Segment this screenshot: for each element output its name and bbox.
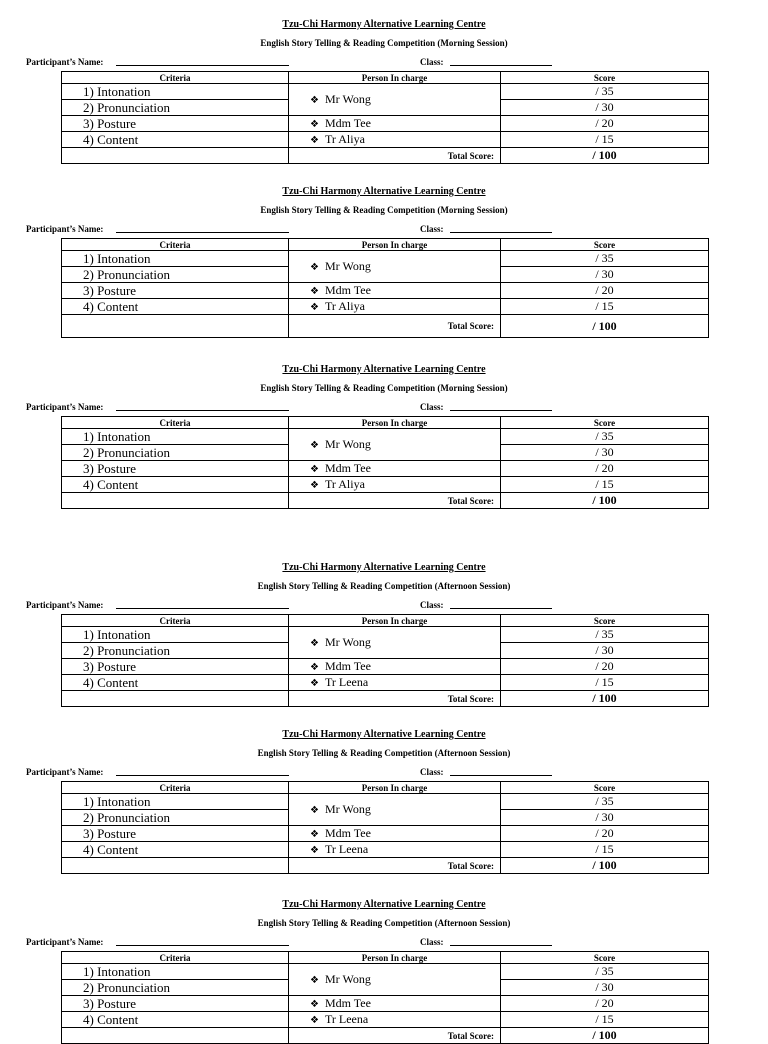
person-header: Person In charge xyxy=(289,782,501,794)
diamond-bullet-icon: ❖ xyxy=(310,135,319,146)
criteria-cell: 3) Posture xyxy=(62,283,289,299)
criteria-cell: 4) Content xyxy=(62,132,289,148)
table-row xyxy=(62,964,709,980)
table-row xyxy=(62,659,709,675)
person-cell xyxy=(289,826,501,842)
table-header-row xyxy=(62,72,709,84)
person-name: Mdm Tee xyxy=(325,116,371,130)
criteria-header: Criteria xyxy=(62,615,289,627)
criteria-cell: 1) Intonation xyxy=(62,794,289,810)
score-header: Score xyxy=(501,782,709,794)
class-field[interactable] xyxy=(450,65,552,66)
participant-name-label: Participant’s Name: xyxy=(26,224,104,234)
table-header-row xyxy=(62,239,709,251)
participant-name-label: Participant’s Name: xyxy=(26,767,104,777)
diamond-bullet-icon: ❖ xyxy=(310,464,319,475)
person-name: Tr Leena xyxy=(325,842,369,856)
person-cell xyxy=(289,299,501,315)
diamond-bullet-icon: ❖ xyxy=(310,119,319,130)
class-label: Class: xyxy=(420,767,444,777)
score-cell[interactable]: / 15 xyxy=(501,675,709,691)
person-name: Mr Wong xyxy=(325,635,371,649)
person-name: Mdm Tee xyxy=(325,461,371,475)
score-cell[interactable]: / 30 xyxy=(501,100,709,116)
table-header-row xyxy=(62,417,709,429)
table-row xyxy=(62,429,709,445)
table-row xyxy=(62,1012,709,1028)
person-cell xyxy=(289,627,501,659)
criteria-cell: 3) Posture xyxy=(62,116,289,132)
participant-name-field[interactable] xyxy=(116,608,289,609)
competition-subtitle: English Story Telling & Reading Competition (Afternoon Session) xyxy=(257,918,511,928)
person-name: Mr Wong xyxy=(325,437,371,451)
table-row xyxy=(62,283,709,299)
score-cell[interactable]: / 30 xyxy=(501,267,709,283)
total-row xyxy=(62,858,709,874)
person-name: Tr Leena xyxy=(325,1012,369,1026)
total-row xyxy=(62,691,709,707)
score-header: Score xyxy=(501,72,709,84)
person-cell xyxy=(289,842,501,858)
score-table xyxy=(61,614,709,707)
person-name: Mr Wong xyxy=(325,92,371,106)
table-row xyxy=(62,477,709,493)
criteria-cell: 4) Content xyxy=(62,842,289,858)
participant-name-field[interactable] xyxy=(116,232,289,233)
score-cell[interactable]: / 35 xyxy=(501,964,709,980)
total-score-label: Total Score: xyxy=(289,1028,501,1044)
criteria-header: Criteria xyxy=(62,239,289,251)
criteria-cell: 2) Pronunciation xyxy=(62,267,289,283)
criteria-cell: 2) Pronunciation xyxy=(62,643,289,659)
criteria-cell: 4) Content xyxy=(62,299,289,315)
person-name: Tr Aliya xyxy=(325,477,365,491)
score-cell[interactable]: / 20 xyxy=(501,659,709,675)
diamond-bullet-icon: ❖ xyxy=(310,480,319,491)
table-header-row xyxy=(62,782,709,794)
score-cell[interactable]: / 30 xyxy=(501,980,709,996)
score-cell[interactable]: / 20 xyxy=(501,826,709,842)
total-score-label: Total Score: xyxy=(289,858,501,874)
competition-subtitle: English Story Telling & Reading Competition (Morning Session) xyxy=(260,38,508,48)
total-spacer xyxy=(62,691,289,707)
person-cell xyxy=(289,964,501,996)
total-row xyxy=(62,493,709,509)
table-row xyxy=(62,461,709,477)
diamond-bullet-icon: ❖ xyxy=(310,286,319,297)
table-header-row xyxy=(62,952,709,964)
diamond-bullet-icon: ❖ xyxy=(310,440,319,451)
score-cell[interactable]: / 30 xyxy=(501,810,709,826)
score-cell[interactable]: / 15 xyxy=(501,132,709,148)
person-cell xyxy=(289,116,501,132)
criteria-cell: 1) Intonation xyxy=(62,251,289,267)
total-score-label: Total Score: xyxy=(289,493,501,509)
person-cell xyxy=(289,283,501,299)
table-row xyxy=(62,675,709,691)
criteria-cell: 1) Intonation xyxy=(62,429,289,445)
diamond-bullet-icon: ❖ xyxy=(310,262,319,273)
score-cell[interactable]: / 15 xyxy=(501,842,709,858)
class-field[interactable] xyxy=(450,410,552,411)
person-cell xyxy=(289,794,501,826)
total-score-value[interactable]: / 100 xyxy=(501,858,709,874)
person-name: Mdm Tee xyxy=(325,826,371,840)
person-name: Mr Wong xyxy=(325,802,371,816)
person-name: Mdm Tee xyxy=(325,996,371,1010)
table-row xyxy=(62,826,709,842)
criteria-cell: 4) Content xyxy=(62,1012,289,1028)
criteria-cell: 2) Pronunciation xyxy=(62,980,289,996)
person-cell xyxy=(289,251,501,283)
criteria-header: Criteria xyxy=(62,72,289,84)
centre-title: Tzu-Chi Harmony Alternative Learning Centre xyxy=(282,19,486,30)
score-cell[interactable]: / 30 xyxy=(501,643,709,659)
criteria-cell: 3) Posture xyxy=(62,659,289,675)
score-header: Score xyxy=(501,239,709,251)
total-row xyxy=(62,1028,709,1044)
diamond-bullet-icon: ❖ xyxy=(310,662,319,673)
diamond-bullet-icon: ❖ xyxy=(310,845,319,856)
centre-title: Tzu-Chi Harmony Alternative Learning Centre xyxy=(282,729,486,740)
criteria-header: Criteria xyxy=(62,782,289,794)
class-field[interactable] xyxy=(450,608,552,609)
criteria-cell: 1) Intonation xyxy=(62,627,289,643)
score-cell[interactable]: / 35 xyxy=(501,84,709,100)
person-header: Person In charge xyxy=(289,72,501,84)
person-cell xyxy=(289,477,501,493)
total-spacer xyxy=(62,858,289,874)
score-cell[interactable]: / 15 xyxy=(501,1012,709,1028)
person-cell xyxy=(289,996,501,1012)
score-table xyxy=(61,238,709,338)
score-cell[interactable]: / 30 xyxy=(501,445,709,461)
class-label: Class: xyxy=(420,402,444,412)
table-row xyxy=(62,299,709,315)
table-row xyxy=(62,794,709,810)
table-row xyxy=(62,132,709,148)
participant-name-field[interactable] xyxy=(116,775,289,776)
score-table xyxy=(61,781,709,874)
total-spacer xyxy=(62,1028,289,1044)
total-score-value[interactable]: / 100 xyxy=(501,148,709,164)
person-header: Person In charge xyxy=(289,417,501,429)
class-field[interactable] xyxy=(450,775,552,776)
participant-name-field[interactable] xyxy=(116,65,289,66)
criteria-cell: 2) Pronunciation xyxy=(62,100,289,116)
criteria-cell: 1) Intonation xyxy=(62,964,289,980)
person-name: Mdm Tee xyxy=(325,283,371,297)
score-cell[interactable]: / 20 xyxy=(501,116,709,132)
table-row xyxy=(62,116,709,132)
participant-name-field[interactable] xyxy=(116,410,289,411)
person-cell xyxy=(289,659,501,675)
table-row xyxy=(62,842,709,858)
class-label: Class: xyxy=(420,57,444,67)
table-header-row xyxy=(62,615,709,627)
person-cell xyxy=(289,461,501,477)
person-name: Mr Wong xyxy=(325,972,371,986)
criteria-cell: 2) Pronunciation xyxy=(62,810,289,826)
diamond-bullet-icon: ❖ xyxy=(310,95,319,106)
score-table xyxy=(61,951,709,1044)
participant-name-label: Participant’s Name: xyxy=(26,57,104,67)
centre-title: Tzu-Chi Harmony Alternative Learning Centre xyxy=(282,364,486,375)
competition-subtitle: English Story Telling & Reading Competition (Morning Session) xyxy=(260,205,508,215)
criteria-header: Criteria xyxy=(62,952,289,964)
criteria-cell: 3) Posture xyxy=(62,996,289,1012)
person-cell xyxy=(289,84,501,116)
score-cell[interactable]: / 15 xyxy=(501,477,709,493)
score-table xyxy=(61,71,709,164)
person-name: Mr Wong xyxy=(325,259,371,273)
diamond-bullet-icon: ❖ xyxy=(310,1015,319,1026)
competition-subtitle: English Story Telling & Reading Competition (Afternoon Session) xyxy=(257,581,511,591)
participant-name-field[interactable] xyxy=(116,945,289,946)
person-cell xyxy=(289,132,501,148)
total-score-value[interactable]: / 100 xyxy=(501,1028,709,1044)
person-header: Person In charge xyxy=(289,615,501,627)
table-row xyxy=(62,627,709,643)
criteria-cell: 4) Content xyxy=(62,477,289,493)
class-label: Class: xyxy=(420,224,444,234)
centre-title: Tzu-Chi Harmony Alternative Learning Centre xyxy=(282,562,486,573)
score-cell[interactable]: / 15 xyxy=(501,299,709,315)
diamond-bullet-icon: ❖ xyxy=(310,999,319,1010)
person-cell xyxy=(289,429,501,461)
score-cell[interactable]: / 35 xyxy=(501,429,709,445)
diamond-bullet-icon: ❖ xyxy=(310,975,319,986)
class-label: Class: xyxy=(420,937,444,947)
person-name: Tr Aliya xyxy=(325,299,365,313)
score-header: Score xyxy=(501,952,709,964)
score-cell[interactable]: / 35 xyxy=(501,251,709,267)
score-table xyxy=(61,416,709,509)
criteria-cell: 2) Pronunciation xyxy=(62,445,289,461)
total-score-value[interactable]: / 100 xyxy=(501,691,709,707)
criteria-cell: 1) Intonation xyxy=(62,84,289,100)
participant-name-label: Participant’s Name: xyxy=(26,402,104,412)
table-row xyxy=(62,251,709,267)
participant-name-label: Participant’s Name: xyxy=(26,937,104,947)
diamond-bullet-icon: ❖ xyxy=(310,302,319,313)
total-spacer xyxy=(62,493,289,509)
score-cell[interactable]: / 20 xyxy=(501,996,709,1012)
competition-subtitle: English Story Telling & Reading Competition (Morning Session) xyxy=(260,383,508,393)
diamond-bullet-icon: ❖ xyxy=(310,638,319,649)
score-cell[interactable]: / 35 xyxy=(501,627,709,643)
person-name: Tr Aliya xyxy=(325,132,365,146)
criteria-header: Criteria xyxy=(62,417,289,429)
class-field[interactable] xyxy=(450,945,552,946)
total-row xyxy=(62,148,709,164)
criteria-cell: 3) Posture xyxy=(62,826,289,842)
centre-title: Tzu-Chi Harmony Alternative Learning Centre xyxy=(282,899,486,910)
person-name: Mdm Tee xyxy=(325,659,371,673)
competition-subtitle: English Story Telling & Reading Competition (Afternoon Session) xyxy=(257,748,511,758)
score-cell[interactable]: / 20 xyxy=(501,283,709,299)
table-row xyxy=(62,84,709,100)
total-row xyxy=(62,315,709,338)
diamond-bullet-icon: ❖ xyxy=(310,829,319,840)
person-header: Person In charge xyxy=(289,952,501,964)
criteria-cell: 3) Posture xyxy=(62,461,289,477)
total-score-label: Total Score: xyxy=(289,315,501,338)
criteria-cell: 4) Content xyxy=(62,675,289,691)
class-field[interactable] xyxy=(450,232,552,233)
participant-name-label: Participant’s Name: xyxy=(26,600,104,610)
score-cell[interactable]: / 20 xyxy=(501,461,709,477)
total-spacer xyxy=(62,148,289,164)
score-cell[interactable]: / 35 xyxy=(501,794,709,810)
score-header: Score xyxy=(501,417,709,429)
diamond-bullet-icon: ❖ xyxy=(310,805,319,816)
diamond-bullet-icon: ❖ xyxy=(310,678,319,689)
centre-title: Tzu-Chi Harmony Alternative Learning Centre xyxy=(282,186,486,197)
class-label: Class: xyxy=(420,600,444,610)
score-header: Score xyxy=(501,615,709,627)
person-cell xyxy=(289,675,501,691)
total-spacer xyxy=(62,315,289,338)
total-score-label: Total Score: xyxy=(289,691,501,707)
total-score-label: Total Score: xyxy=(289,148,501,164)
table-row xyxy=(62,996,709,1012)
person-cell xyxy=(289,1012,501,1028)
person-name: Tr Leena xyxy=(325,675,369,689)
person-header: Person In charge xyxy=(289,239,501,251)
total-score-value[interactable]: / 100 xyxy=(501,493,709,509)
total-score-value[interactable]: / 100 xyxy=(501,315,709,338)
